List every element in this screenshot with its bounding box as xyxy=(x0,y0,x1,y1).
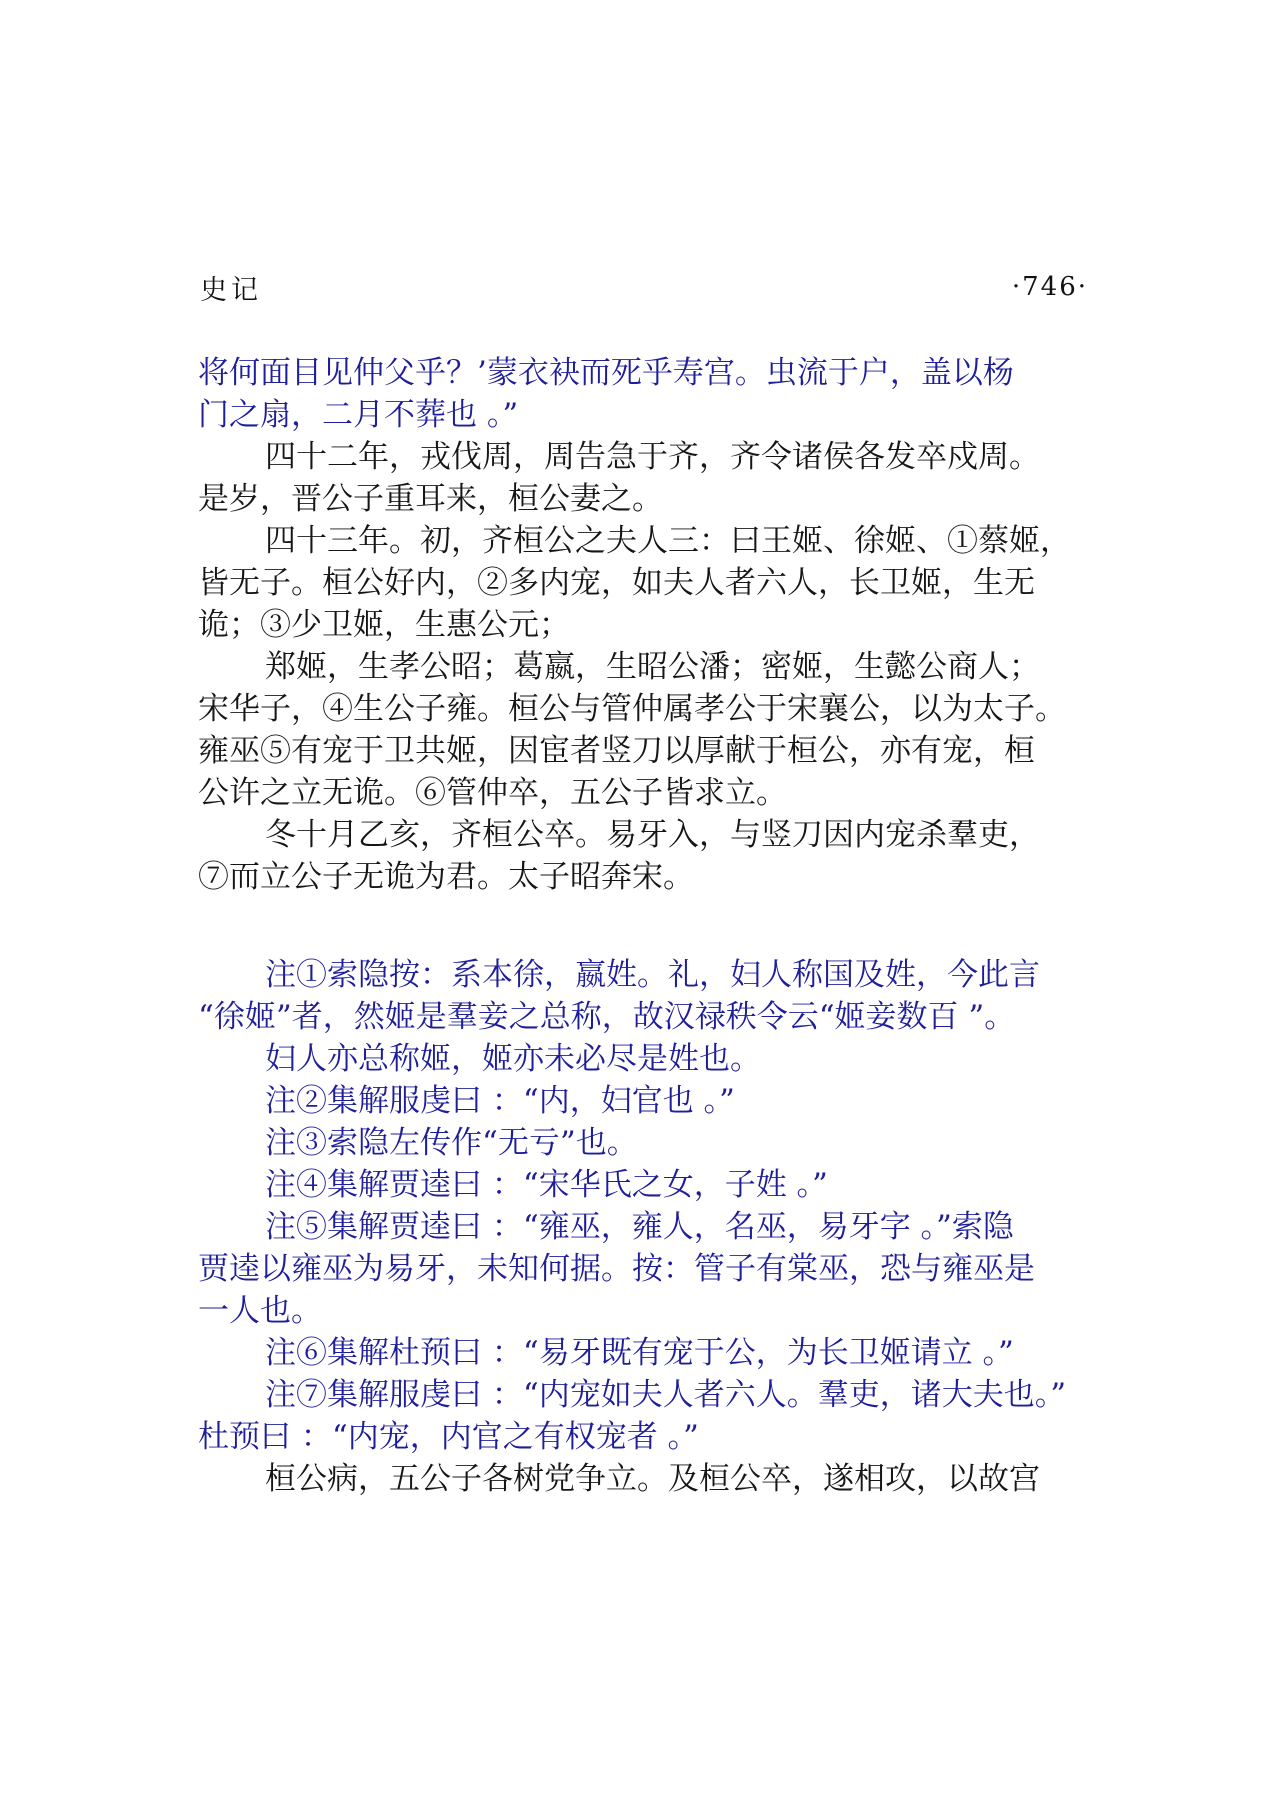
annotation-block xyxy=(198,954,1098,1500)
text-line: 诡；③少卫姬，生惠公元； xyxy=(198,607,570,643)
text-line: 公许之立无诡。⑥管仲卒，五公子皆求立。 xyxy=(198,775,787,811)
text-line: ⑦而立公子无诡为君。太子昭奔宋。 xyxy=(198,859,694,895)
annotation-line: “徐姬”者，然姬是羣妾之总称，故汉禄秩令云“姬妾数百 ”。 xyxy=(198,999,1016,1035)
annotation-line: 注⑤集解贾逵曰 ：“雍巫，雍人，名巫，易牙字 。”索隐 xyxy=(265,1209,1014,1245)
annotation-line: 贾逵以雍巫为易牙，未知何据。按：管子有棠巫，恐与雍巫是 xyxy=(198,1251,1035,1287)
section-gap xyxy=(198,898,1098,954)
book-title: 史记 xyxy=(200,275,262,306)
annotation-line: 注④集解贾逵曰 ：“宋华氏之女，子姓 。” xyxy=(265,1167,828,1203)
text-line: 冬十月乙亥，齐桓公卒。易牙入，与竖刀因内宠杀羣吏， xyxy=(265,817,1040,853)
annotation-line: 妇人亦总称姬，姬亦未必尽是姓也。 xyxy=(265,1041,761,1077)
annotation-line: 注③索隐左传作“无亏”也。 xyxy=(265,1125,638,1161)
page-body xyxy=(198,352,1098,1500)
text-line: 是岁，晋公子重耳来，桓公妻之。 xyxy=(198,481,663,517)
text-line: 宋华子，④生公子雍。桓公与管仲属孝公于宋襄公，以为太子。 xyxy=(198,691,1066,727)
page-number: ·746· xyxy=(1011,272,1088,302)
text-line: 雍巫⑤有宠于卫共姬，因宦者竖刀以厚献于桓公，亦有宠，桓 xyxy=(198,733,1035,769)
annotation-line: 将何面目见仲父乎？’蒙衣袂而死乎寿宫。虫流于户，盖以杨 xyxy=(198,355,1014,391)
annotation-line: 注①索隐按：系本徐，嬴姓。礼，妇人称国及姓，今此言 xyxy=(265,957,1040,993)
annotation-line: 一人也。 xyxy=(198,1293,322,1329)
annotation-line: 门之扇，二月不葬也 。” xyxy=(198,397,519,433)
text-line: 四十三年。初，齐桓公之夫人三：曰王姬、徐姬、①蔡姬， xyxy=(265,523,1071,559)
annotation-line: 注⑥集解杜预曰 ：“易牙既有宠于公，为长卫姬请立 。” xyxy=(265,1335,1014,1371)
annotation-line: 注②集解服虔曰 ：“内，妇官也 。” xyxy=(265,1083,735,1119)
text-line: 皆无子。桓公好内，②多内宠，如夫人者六人，长卫姬，生无 xyxy=(198,565,1035,601)
text-line: 四十二年，戎伐周，周告急于齐，齐令诸侯各发卒戍周。 xyxy=(265,439,1040,475)
annotation-line: 杜预曰 ：“内宠，内官之有权宠者 。” xyxy=(198,1419,699,1455)
text-line: 郑姬，生孝公昭；葛嬴，生昭公潘；密姬，生懿公商人； xyxy=(265,649,1040,685)
text-line: 桓公病，五公子各树党争立。及桓公卒，遂相攻，以故宫 xyxy=(265,1461,1040,1497)
main-text-block xyxy=(198,352,1098,898)
annotation-line: 注⑦集解服虔曰 ：“内宠如夫人者六人。羣吏，诸大夫也。” xyxy=(265,1377,1067,1413)
